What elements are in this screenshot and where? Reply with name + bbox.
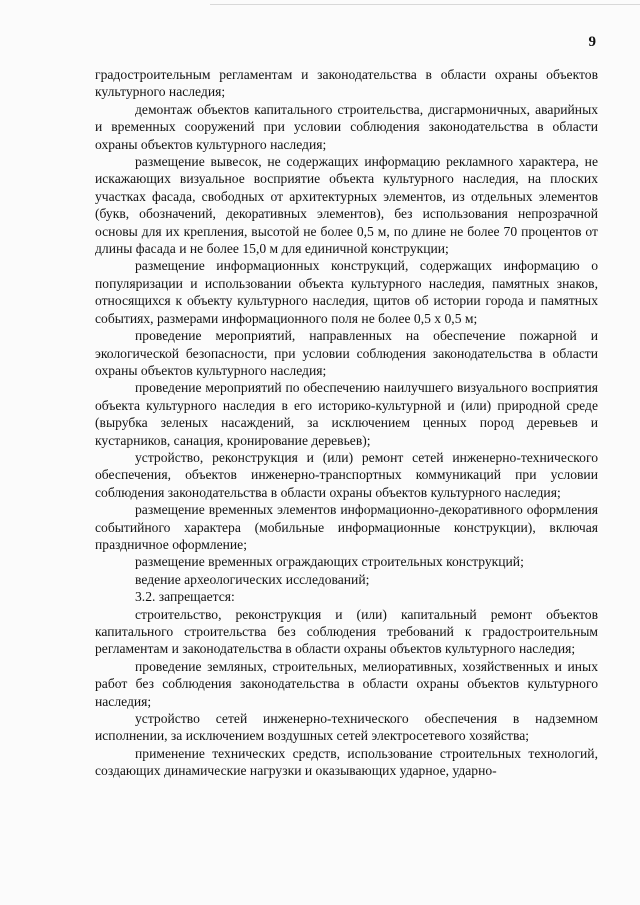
section-heading-prohibited: 3.2. запрещается: xyxy=(135,589,235,605)
paragraph-signage: размещение вывесок, не содержащих информацию рекламного характера, не искажающих визуальное восприятие объекта культурного наследия, на плоских участках фасада, свободных от архитектурных элементов, из отдельных элементов (букв, обозначений, декоративных элементов), без использования непрозрачной основы для их крепления, высотой не более 0,5 м, по длине не более 70 процентов от длины фасада и не более 15,0 м для единичной конструкции; xyxy=(95,154,598,257)
scan-edge-line xyxy=(210,4,640,5)
paragraph-construction-ban: строительство, реконструкция и (или) капитальный ремонт объектов капитального строительства без соблюдения требований к градостроительным регламентам и законодательства в области охраны объектов культурного наследия; xyxy=(95,606,598,657)
paragraph-dismantling: демонтаж объектов капитального строительства, дисгармоничных, аварийных и временных сооружений при условии соблюдения законодательства в области охраны объектов культурного наследия; xyxy=(95,101,598,152)
paragraph-earthworks-ban: проведение земляных, строительных, мелиоративных, хозяйственных и иных работ без соблюдения законодательства в области охраны объектов культурного наследия; xyxy=(95,658,598,709)
paragraph-temporary-fencing: размещение временных ограждающих строительных конструкций; xyxy=(135,554,524,570)
paragraph-continuation: градостроительным регламентам и законодательства в области охраны объектов культурного наследия; xyxy=(95,67,598,100)
paragraph-temporary-decor: размещение временных элементов информационно-декоративного оформления событийного характера (мобильные информационные конструкции), включая праздничное оформление; xyxy=(95,502,598,552)
paragraph-fire-safety: проведение мероприятий, направленных на обеспечение пожарной и экологической безопасности, при условии соблюдения законодательства в области охраны объектов культурного наследия; xyxy=(95,328,598,378)
paragraph-info-structures: размещение информационных конструкций, содержащих информацию о популяризации и использовании объекта культурного наследия, памятных знаков, относящихся к объекту культурного наследия, щитов об истории города и памятных событиях, размерами информационного поля не более 0,5 х 0,5 м; xyxy=(95,258,598,326)
page-number: 9 xyxy=(588,34,596,50)
paragraph-visual-perception: проведение мероприятий по обеспечению наилучшего визуального восприятия объекта культурного наследия в его историко-культурной и (или) природной среде (вырубка зеленых насаждений, за исключением ценных пород деревьев и кустарников, санация, кронирование деревьев); xyxy=(95,380,598,448)
document-body xyxy=(95,66,598,780)
paragraph-technical-means-ban: применение технических средств, использование строительных технологий, создающих динамические нагрузки и оказывающих ударное, ударно- xyxy=(95,745,598,779)
paragraph-engineering-networks: устройство, реконструкция и (или) ремонт сетей инженерно-технического обеспечения, объектов инженерно-транспортных коммуникаций при условии соблюдения законодательства в области охраны объектов культурного наследия; xyxy=(95,449,598,500)
paragraph-overhead-networks-ban: устройство сетей инженерно-технического обеспечения в надземном исполнении, за исключением воздушных сетей электросетевого хозяйства; xyxy=(95,711,598,744)
paragraph-archaeology: ведение археологических исследований; xyxy=(135,571,370,587)
